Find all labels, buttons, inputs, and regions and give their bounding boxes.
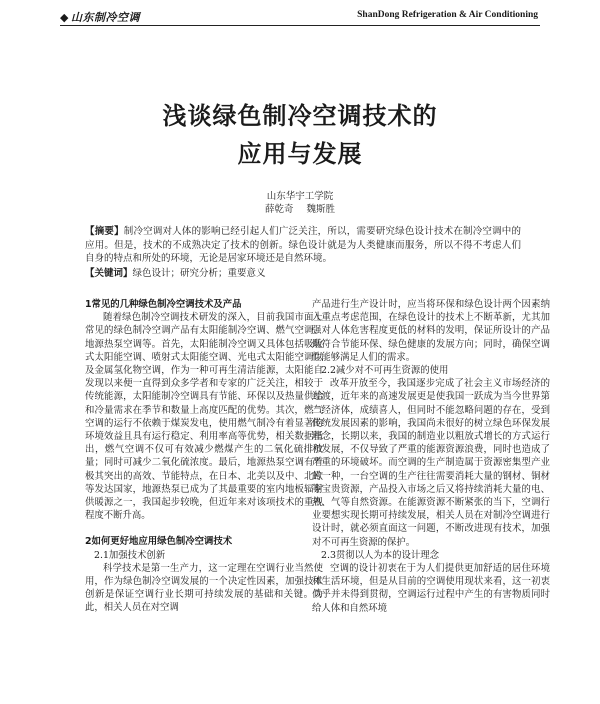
author-affiliation: 山东华宇工学院	[266, 191, 334, 202]
journal-header-right: ShanDong Refrigeration & Air Conditioning	[357, 10, 538, 20]
section-2-1-paragraph: 科学技术是第一生产力，这一定理在空调行业当然使用，作为绿色制冷空调发展的一个决定性因素，加强技术创新是保证空调行业长期可持续发展的基础和关键。为此，相关人员在对空调	[85, 562, 323, 614]
subsection-2-3-heading: 2.3贯彻以人为本的设计理念	[321, 549, 440, 561]
section-1-heading: 1常见的几种绿色制冷空调技术及产品	[85, 299, 242, 310]
abstract-text: 制冷空调对人体的影响已经引起人们广泛关注，所以，需要研究绿色设计技术在制冷空调中的应用。但是，技术的不成熟决定了技术的创新。绿色设计就是为人类健康而服务，所以不得不考虑人们自身的特点和所处的环境，无论是居家环境还是自然环境。	[85, 226, 521, 264]
keywords	[85, 267, 521, 281]
subsection-2-2-heading: 2.2减少对不可再生资源的使用	[321, 365, 449, 377]
article-title-line1: 浅谈绿色制冷空调技术的	[162, 102, 438, 130]
section-2-1-continued: 产品进行生产设计时，应当将环保和绿色设计两个因素纳入重点考虑范围，在绿色设计的技术上不断革新，尤其加强对人体危害程度更低的材料的发明，保证所设计的产品既符合节能环保、绿色健康的发展方向；同时，确保空调性能够满足人们的需求。	[312, 299, 550, 363]
section-1-paragraph: 随着绿色制冷空调技术研发的深入，目前我国市面上常见的绿色制冷空调产品有太阳能制冷空调、燃气空调、地源热泵空调等。首先，太阳能制冷空调又具体包括吸收式太阳能空调、喷射式太阳能空调、光电式太阳能空调以及金属氢化物空调，作为一种可再生清洁能源，太阳能自发现以来便一直得到众多学者和专家的广泛关注，相较于传统能源，太阳能制冷空调具有节能、环保以及热量供给和冷量需求在季节和数量上高度匹配的优势。其次，燃气空调的运行不依赖于煤炭发电，使用燃气制冷有着显著的环境效益且具有运行稳定、利用率高等优势，相关数据指出，燃气空调不仅可有效减少燃煤产生的二氧化硫排放量；同时可减少二氧化硫浓度。最后，地源热泵空调有着极其突出的高效、节能特点，在日本、北美以及中、北欧等发达国家，地源热泵已成为了其最重要的室内地板辐射供暖源之一，我国起步较晚，但近年来对该项技术的重视程度不断升高。	[85, 312, 323, 522]
section-2-heading: 2如何更好地应用绿色制冷空调技术	[85, 536, 233, 548]
diamond-icon: ◆	[60, 11, 69, 24]
keywords-label: 【关键词】	[85, 268, 133, 279]
header-divider	[60, 25, 540, 26]
section-2-3-paragraph: 空调的设计初衷在于为人们提供更加舒适的居住环境和生活环境，但是从目前的空调使用现状来看，这一初衷似乎并未得到贯彻，空调运行过程中产生的有害物质同时给人体和自然环境	[312, 563, 550, 614]
author-names: 薛乾奇 魏斯胜	[264, 204, 336, 215]
keywords-text: 绿色设计；研究分析；重要意义	[132, 268, 266, 279]
journal-name: 山东制冷空调	[70, 11, 140, 24]
journal-header-left	[60, 9, 140, 25]
subsection-2-1-heading: 2.1加强技术创新	[94, 549, 166, 561]
article-title-line2: 应用与发展	[237, 140, 363, 168]
abstract	[85, 225, 521, 266]
left-column	[85, 298, 323, 615]
right-column	[312, 298, 550, 615]
abstract-label: 【摘要】	[85, 226, 124, 237]
spacer	[85, 522, 323, 535]
section-2-2-paragraph: 改革开放至今，我国逐步完成了社会主义市场经济的过渡，近年来的高速发展更是使我国一跃成为当今世界第二经济体，成绩喜人，但同时不能忽略问题的存在，受到传统发展因素的影响，我国尚未很好的树立绿色环保发展理念，长期以来，我国的制造业以粗放式增长的方式运行和发展，不仅导致了严重的能源资源浪费，同时也造成了严重的环境破坏。而空调的生产制造属于资源密集型产业的一种，一台空调的生产往往需要消耗大量的钢材、铜材等宝贵资源，产品投入市场之后又将持续消耗大量的电、热、气等自然资源。在能源资源不断紧张的当下，空调行业要想实现长期可持续发展，相关人员在对制冷空调进行设计时，就必须直面这一问题，不断改进现有技术，加强对不可再生资源的保护。	[312, 378, 550, 548]
